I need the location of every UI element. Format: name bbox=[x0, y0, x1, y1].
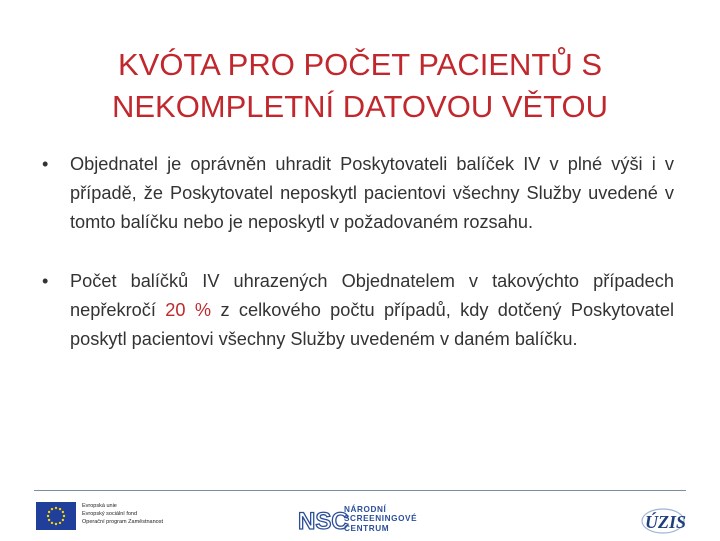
nsc-line-1: NÁRODNÍ bbox=[344, 504, 387, 514]
bullet-text-after: z celkového počtu případů, kdy dotčený Poskytovatel poskytl pacientovi všechny Služby uvedeném v daném balíčku. bbox=[70, 300, 674, 349]
title-line-2: NEKOMPLETNÍ DATOVOU VĚTOU bbox=[111, 89, 609, 124]
nsc-logo-mark bbox=[296, 504, 349, 535]
uzis-logo bbox=[640, 506, 686, 541]
nsc-logo bbox=[296, 504, 417, 534]
eu-line-3: Operační program Zaměstnanost bbox=[82, 519, 164, 525]
bullet-dot-icon: • bbox=[42, 154, 49, 174]
nsc-logo-text bbox=[344, 505, 417, 534]
footer-divider bbox=[34, 490, 686, 491]
bullet-dot-icon: • bbox=[42, 271, 49, 291]
nsc-line-3: CENTRUM bbox=[344, 523, 390, 533]
title-line-1: KVÓTA PRO POČET PACIENTŮ S bbox=[117, 47, 603, 82]
bullet-text: Objednatel je oprávněn uhradit Poskytovateli balíček IV v plné výši i v případě, že Poskytovatel neposkytl pacientovi všechny Služby uvedené v tomto balíčku nebo je neposkytl v požadovaném rozsahu. bbox=[70, 154, 674, 232]
eu-logo-text bbox=[82, 502, 163, 526]
slide-title bbox=[40, 44, 680, 128]
bullet-item-2 bbox=[42, 267, 674, 354]
quota-percentage: 20 % bbox=[165, 300, 212, 320]
eu-flag-icon bbox=[36, 502, 76, 530]
eu-line-2: Evropský sociální fond bbox=[82, 511, 138, 517]
uzis-logo-text: ÚZIS bbox=[645, 512, 687, 532]
bullet-list bbox=[42, 150, 674, 384]
bullet-item-1 bbox=[42, 150, 674, 237]
uzis-logo-mark bbox=[640, 506, 686, 536]
bullet-text-before: Počet balíčků IV uhrazených Objednatelem v takovýchto případech nepřekročí bbox=[70, 271, 674, 320]
nsc-mark-text: NSC bbox=[298, 508, 349, 535]
eu-line-1: Evropská unie bbox=[82, 503, 117, 509]
eu-logo bbox=[36, 502, 163, 530]
nsc-line-2: SCREENINGOVÉ bbox=[344, 514, 418, 524]
